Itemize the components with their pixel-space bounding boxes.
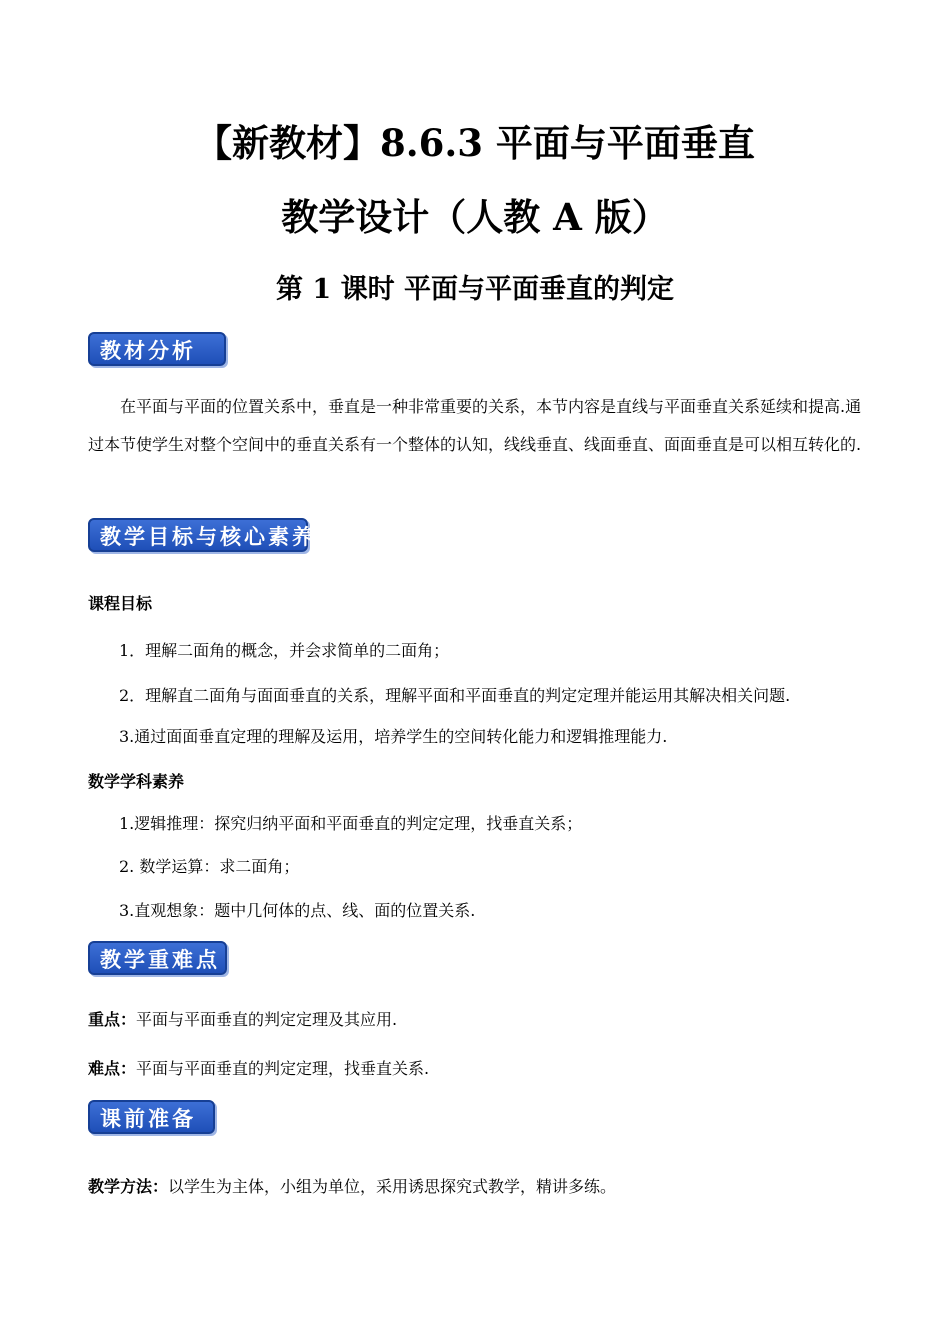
difficult-point-text: 平面与平面垂直的判定定理，找垂直关系. bbox=[136, 1059, 430, 1078]
literacy-item: 3.直观想象：题中几何体的点、线、面的位置关系. bbox=[119, 901, 476, 920]
teaching-method-label: 教学方法： bbox=[88, 1177, 169, 1196]
literacy-item: 2. 数学运算：求二面角； bbox=[119, 857, 300, 876]
course-goal-item: 3.通过面面垂直定理的理解及运用，培养学生的空间转化能力和逻辑推理能力. bbox=[119, 727, 668, 746]
analysis-text: 在平面与平面的位置关系中，垂直是一种非常重要的关系，本节内容是直线与平面垂直关系延续和提高.通过本节使学生对整个空间中的垂直关系有一个整体的认知，线线垂直、线面垂直、面面垂直是可以相互转化的. bbox=[88, 397, 862, 454]
section-badge-preparation: 课前准备 bbox=[88, 1100, 215, 1134]
section-badge-goals: 教学目标与核心素养 bbox=[88, 518, 308, 552]
difficult-point-label: 难点： bbox=[88, 1059, 137, 1078]
literacy-item: 1.逻辑推理：探究归纳平面和平面垂直的判定定理，找垂直关系； bbox=[119, 814, 583, 833]
teaching-method-line bbox=[88, 1175, 616, 1199]
key-point-line bbox=[88, 1008, 397, 1032]
document-title-line-2: 教学设计（人教 A 版） bbox=[281, 195, 669, 239]
analysis-paragraph bbox=[88, 388, 864, 464]
section-badge-analysis: 教材分析 bbox=[88, 332, 226, 366]
literacy-heading: 数学学科素养 bbox=[88, 772, 185, 791]
course-goal-item: 1．理解二面角的概念，并会求简单的二面角； bbox=[119, 641, 450, 660]
section-badge-key-points: 教学重难点 bbox=[88, 941, 227, 975]
difficult-point-line bbox=[88, 1057, 429, 1081]
key-point-text: 平面与平面垂直的判定定理及其应用. bbox=[136, 1010, 398, 1029]
document-title-line-1: 【新教材】8.6.3 平面与平面垂直 bbox=[195, 121, 755, 165]
teaching-method-text: 以学生为主体，小组为单位，采用诱思探究式教学，精讲多练。 bbox=[168, 1177, 617, 1196]
course-goal-item: 2．理解直二面角与面面垂直的关系，理解平面和平面垂直的判定定理并能运用其解决相关问题. bbox=[119, 686, 791, 705]
key-point-label: 重点： bbox=[88, 1010, 137, 1029]
course-goals-heading: 课程目标 bbox=[88, 594, 153, 613]
lesson-subtitle: 第 1 课时 平面与平面垂直的判定 bbox=[276, 274, 674, 305]
